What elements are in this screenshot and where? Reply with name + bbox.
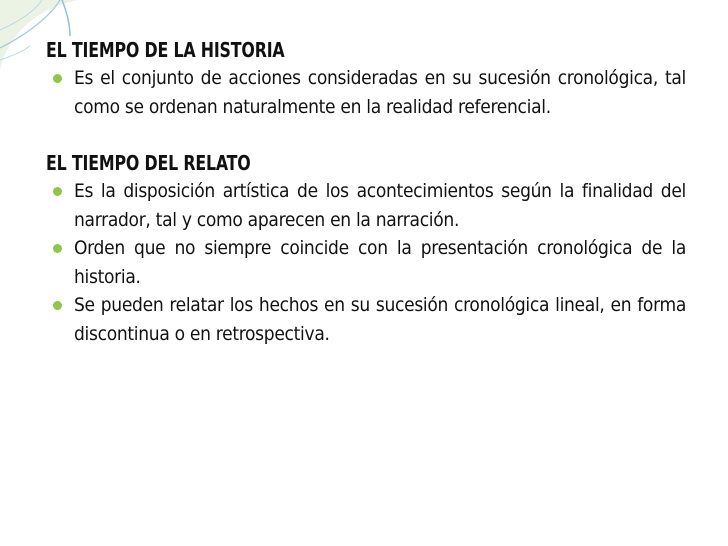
bullet-dot-icon: [53, 244, 62, 253]
section-heading-historia: EL TIEMPO DE LA HISTORIA: [46, 38, 285, 62]
bullet-dot-icon: [53, 187, 62, 196]
bullet-text: Es la disposición artística de los acontecimientos según la finalidad del narrador, tal y como aparecen en la narración.: [74, 180, 686, 231]
list-item: [46, 64, 686, 121]
section-heading-relato: EL TIEMPO DEL RELATO: [46, 151, 251, 175]
bullet-dot-icon: [53, 301, 62, 310]
list-item: [46, 177, 686, 234]
corner-curve-1: [62, 0, 70, 36]
bullet-dot-icon: [53, 74, 62, 83]
list-item: [46, 234, 686, 291]
bullet-text: Se pueden relatar los hechos en su sucesión cronológica lineal, en forma discontinua o en retrospectiva.: [74, 294, 686, 345]
bullet-list-relato: [46, 177, 686, 348]
slide-content: [46, 36, 686, 348]
list-item: [46, 291, 686, 348]
bullet-list-historia: [46, 64, 686, 121]
bullet-text: Orden que no siempre coincide con la presentación cronológica de la historia.: [74, 237, 686, 288]
bullet-text: Es el conjunto de acciones consideradas en su sucesión cronológica, tal como se ordenan naturalmente en la realidad referencial.: [74, 67, 686, 118]
